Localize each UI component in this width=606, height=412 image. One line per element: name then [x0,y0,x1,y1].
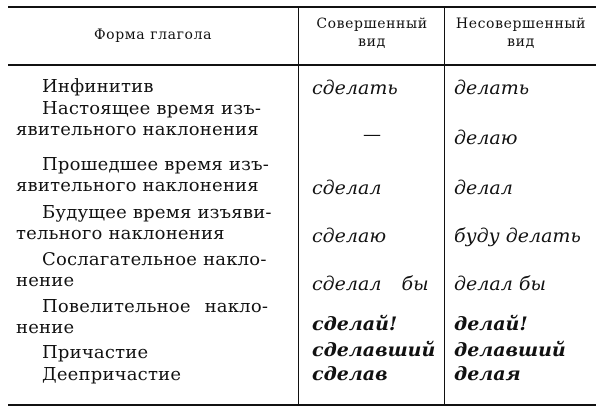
form-subjunctive: Сослагательное накло- нение [16,249,267,291]
bottom-rule [8,404,596,406]
perfective-future: сделаю [312,225,387,247]
imperfective-infinitive: делать [454,77,530,99]
perfective-participle: сделавший [312,339,436,361]
header-perfective-line1: Совершенный [316,16,428,32]
top-rule [8,6,596,8]
perfective-subjunctive: сделал бы [312,273,429,295]
imperfective-future: буду делать [454,225,581,247]
imperfective-subjunctive: делал бы [454,273,546,295]
perfective-imperative: сделай! [312,313,398,335]
header-imperfective-line2: вид [507,34,535,50]
header-imperfective [446,15,596,51]
header-imperfective-line1: Несовершенный [455,16,587,32]
header-perfective-line2: вид [358,34,386,50]
form-adverbial-participle: Деепричастие [42,364,182,385]
imperfective-present: делаю [454,127,518,149]
header-perfective [300,15,444,51]
perfective-adverbial-participle: сделав [312,363,388,385]
form-imperative: Повелительное накло- нение [16,296,269,338]
form-future-indicative: Будущее время изъяви- тельного наклонения [16,202,272,244]
imperfective-participle: делавший [454,339,566,361]
perfective-infinitive: сделать [312,77,398,99]
perfective-present-dash: — [363,124,381,145]
perfective-past: сделал [312,177,382,199]
imperfective-imperative: делай! [454,313,528,335]
conjugation-table [8,6,596,406]
header-rule [8,64,596,66]
header-form-label: Форма глагола [93,27,213,43]
column-divider-2 [444,6,445,406]
header-form [8,26,298,44]
form-infinitive: Инфинитив [42,76,154,97]
form-participle: Причастие [42,342,149,363]
column-divider-1 [298,6,299,406]
imperfective-past: делал [454,177,513,199]
form-past-indicative: Прошедшее время изъ- явительного наклонения [16,154,270,196]
form-present-indicative: Настоящее время изъ- явительного наклонения [16,98,262,140]
imperfective-adverbial-participle: делая [454,363,521,385]
